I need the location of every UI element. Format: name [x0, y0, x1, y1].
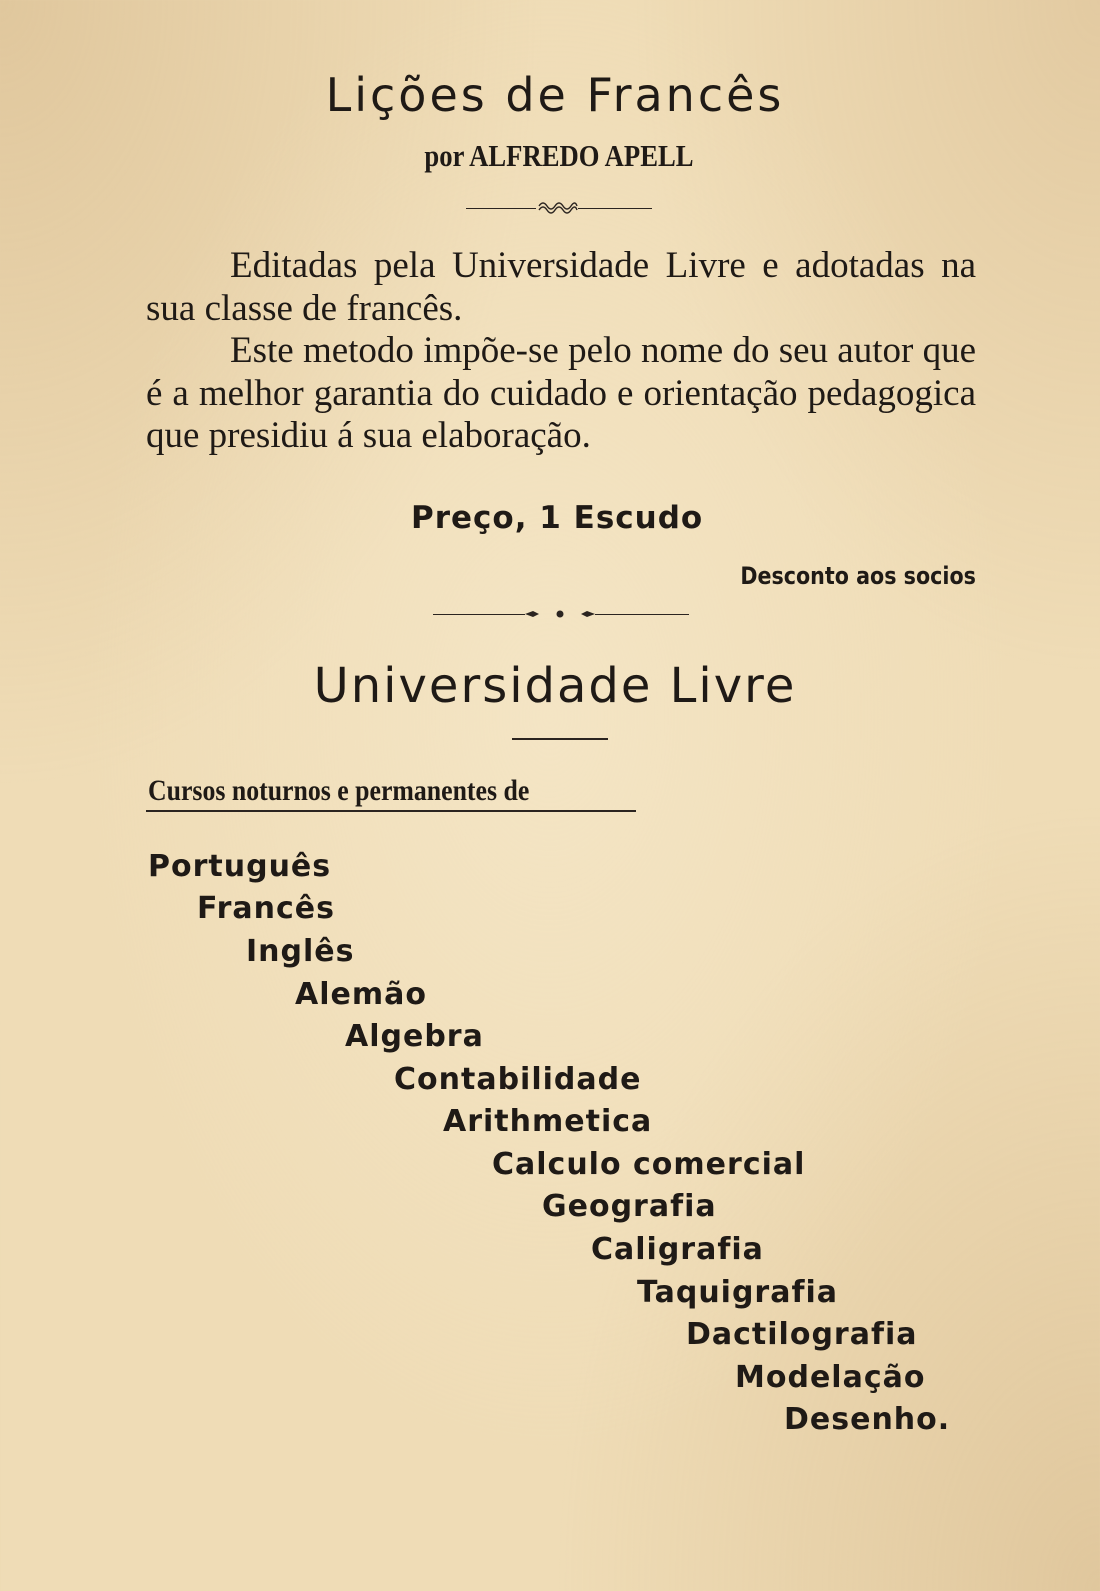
loop-ornament-icon — [537, 198, 579, 216]
courses-heading-underline — [146, 810, 636, 812]
university-title: Universidade Livre — [313, 658, 797, 714]
course-item: Calculo comercial — [492, 1147, 806, 1182]
course-item: Português — [148, 849, 332, 884]
paragraph-edition: Editadas pela Universidade Livre e adotadas na sua classe de francês. — [146, 245, 976, 329]
diamond-ornament-icon — [525, 608, 595, 620]
course-item: Alemão — [295, 977, 427, 1012]
course-item: Taquigrafia — [637, 1275, 839, 1310]
courses-heading: Cursos noturnos e permanentes de — [148, 774, 530, 807]
price-label: Preço, 1 Escudo — [411, 500, 704, 536]
book-title: Lições de Francês — [325, 68, 785, 122]
course-item: Arithmetica — [443, 1104, 653, 1139]
title-underline — [512, 738, 608, 740]
course-item: Dactilografia — [686, 1317, 918, 1352]
course-item: Modelação — [735, 1360, 926, 1395]
course-item: Geografia — [542, 1189, 717, 1224]
course-item: Algebra — [345, 1019, 484, 1054]
course-item: Francês — [197, 891, 335, 926]
course-item: Caligrafia — [591, 1232, 764, 1267]
course-item: Contabilidade — [394, 1062, 642, 1097]
course-item: Desenho. — [784, 1402, 951, 1437]
paragraph-method: Este metodo impõe-se pelo nome do seu autor que é a melhor garantia do cuidado e orientação pedagogica que presidiu á sua elaboração. — [146, 330, 976, 456]
book-description — [146, 245, 976, 458]
author-byline: por ALFREDO APELL — [424, 138, 694, 173]
course-item: Inglês — [246, 934, 355, 969]
member-discount-note: Desconto aos socios — [740, 562, 976, 590]
